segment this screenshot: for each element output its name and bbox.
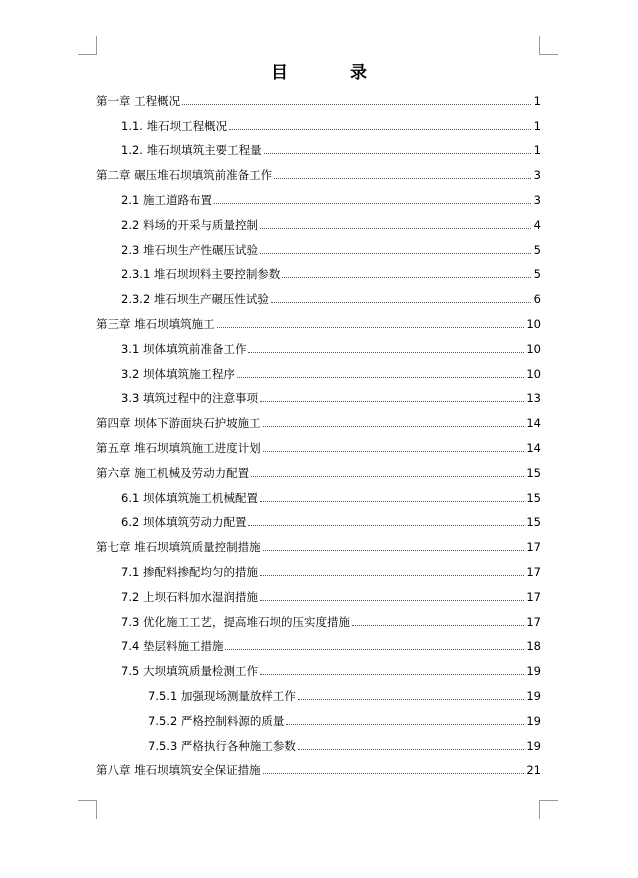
- toc-entry-page-number: 14: [526, 440, 541, 455]
- toc-entry-label: 第五章 堆石坝填筑施工进度计划: [96, 440, 261, 455]
- dot-leader: [263, 772, 525, 774]
- dot-leader: [260, 227, 531, 229]
- toc-entry[interactable]: [96, 212, 541, 237]
- toc-entry-label: 第八章 堆石坝填筑安全保证措施: [96, 763, 261, 778]
- dot-leader: [282, 276, 531, 278]
- table-of-contents: [96, 88, 541, 782]
- dot-leader: [214, 202, 531, 204]
- toc-entry-page-number: 19: [526, 738, 541, 753]
- dot-leader: [263, 425, 525, 427]
- toc-entry[interactable]: [96, 113, 541, 138]
- toc-entry[interactable]: [96, 138, 541, 163]
- toc-entry[interactable]: [96, 634, 541, 659]
- toc-entry-label: 7.2 上坝石料加水湿润措施: [121, 589, 258, 604]
- toc-entry-page-number: 13: [526, 391, 541, 406]
- dot-leader: [274, 177, 531, 179]
- toc-entry-page-number: 15: [526, 515, 541, 530]
- margin-mark-top-left: [78, 36, 97, 55]
- toc-entry[interactable]: [96, 460, 541, 485]
- toc-entry[interactable]: [96, 286, 541, 311]
- toc-entry[interactable]: [96, 336, 541, 361]
- dot-leader: [182, 103, 531, 105]
- toc-entry-label: 2.1 施工道路布置: [121, 192, 212, 207]
- dot-leader: [263, 450, 525, 452]
- toc-entry-label: 7.1 掺配料掺配均匀的措施: [121, 564, 258, 579]
- dot-leader: [286, 723, 524, 725]
- toc-entry-page-number: 5: [533, 267, 541, 282]
- toc-entry-page-number: 19: [526, 713, 541, 728]
- dot-leader: [298, 698, 524, 700]
- toc-entry-label: 7.4 垫层料施工措施: [121, 639, 224, 654]
- toc-entry-page-number: 4: [533, 217, 541, 232]
- toc-entry[interactable]: [96, 237, 541, 262]
- toc-entry-label: 7.5.3 严格执行各种施工参数: [148, 738, 296, 753]
- toc-entry-label: 6.1 坝体填筑施工机械配置: [121, 490, 258, 505]
- toc-entry[interactable]: [96, 485, 541, 510]
- toc-entry-label: 3.2 坝体填筑施工程序: [121, 366, 235, 381]
- dot-leader: [263, 549, 525, 551]
- toc-entry-label: 7.5 大坝填筑质量检测工作: [121, 664, 258, 679]
- toc-entry-label: 7.3 优化施工工艺，提高堆石坝的压实度措施: [121, 614, 350, 629]
- toc-entry-page-number: 5: [533, 242, 541, 257]
- dot-leader: [229, 128, 531, 130]
- toc-entry-page-number: 17: [526, 540, 541, 555]
- toc-entry-label: 3.3 填筑过程中的注意事项: [121, 391, 258, 406]
- toc-entry[interactable]: [96, 435, 541, 460]
- toc-entry[interactable]: [96, 534, 541, 559]
- toc-entry-label: 第七章 堆石坝填筑质量控制措施: [96, 540, 261, 555]
- toc-entry-page-number: 19: [526, 688, 541, 703]
- toc-entry-page-number: 6: [533, 292, 541, 307]
- toc-entry-page-number: 15: [526, 490, 541, 505]
- toc-entry-page-number: 3: [533, 192, 541, 207]
- toc-entry-label: 第三章 堆石坝填筑施工: [96, 316, 215, 331]
- toc-entry[interactable]: [96, 187, 541, 212]
- toc-entry-page-number: 15: [526, 465, 541, 480]
- toc-entry-label: 2.3.1 堆石坝坝料主要控制参数: [121, 267, 281, 282]
- toc-entry-page-number: 1: [533, 118, 541, 133]
- toc-entry-page-number: 10: [526, 316, 541, 331]
- toc-entry[interactable]: [96, 708, 541, 733]
- toc-entry[interactable]: [96, 311, 541, 336]
- toc-entry[interactable]: [96, 658, 541, 683]
- toc-entry[interactable]: [96, 262, 541, 287]
- dot-leader: [298, 748, 524, 750]
- dot-leader: [271, 301, 531, 303]
- toc-entry[interactable]: [96, 361, 541, 386]
- toc-entry-label: 2.3 堆石坝生产性碾压试验: [121, 242, 258, 257]
- toc-entry[interactable]: [96, 88, 541, 113]
- toc-entry-label: 1.2. 堆石坝填筑主要工程量: [121, 143, 262, 158]
- toc-entry[interactable]: [96, 410, 541, 435]
- toc-entry-page-number: 21: [526, 763, 541, 778]
- dot-leader: [260, 599, 524, 601]
- dot-leader: [217, 326, 525, 328]
- toc-entry[interactable]: [96, 683, 541, 708]
- toc-title: 目 录: [271, 63, 395, 83]
- margin-mark-bottom-right: [539, 800, 558, 819]
- toc-entry-page-number: 19: [526, 664, 541, 679]
- toc-entry[interactable]: [96, 584, 541, 609]
- toc-entry-page-number: 18: [526, 639, 541, 654]
- toc-entry-page-number: 1: [533, 143, 541, 158]
- toc-entry-page-number: 14: [526, 416, 541, 431]
- toc-entry-label: 3.1 坝体填筑前准备工作: [121, 341, 247, 356]
- toc-entry-page-number: 10: [526, 366, 541, 381]
- dot-leader: [248, 351, 524, 353]
- toc-entry[interactable]: [96, 386, 541, 411]
- margin-mark-bottom-left: [78, 800, 97, 819]
- dot-leader: [264, 152, 531, 154]
- toc-entry[interactable]: [96, 733, 541, 758]
- dot-leader: [251, 475, 524, 477]
- toc-entry-page-number: 17: [526, 564, 541, 579]
- toc-entry-page-number: 17: [526, 614, 541, 629]
- dot-leader: [260, 673, 524, 675]
- dot-leader: [248, 524, 524, 526]
- dot-leader: [260, 252, 531, 254]
- toc-entry-page-number: 17: [526, 589, 541, 604]
- toc-entry[interactable]: [96, 758, 541, 783]
- toc-entry-label: 第四章 坝体下游面块石护坡施工: [96, 416, 261, 431]
- toc-entry-label: 第二章 碾压堆石坝填筑前准备工作: [96, 168, 273, 183]
- toc-entry-page-number: 10: [526, 341, 541, 356]
- toc-entry-label: 7.5.1 加强现场测量放样工作: [148, 688, 296, 703]
- margin-mark-top-right: [539, 36, 558, 55]
- toc-entry-page-number: 1: [533, 93, 541, 108]
- toc-entry[interactable]: [96, 559, 541, 584]
- toc-entry[interactable]: [96, 510, 541, 535]
- toc-entry-label: 第一章 工程概况: [96, 93, 181, 108]
- toc-entry-label: 2.2 料场的开采与质量控制: [121, 217, 258, 232]
- toc-entry-label: 7.5.2 严格控制料源的质量: [148, 713, 285, 728]
- dot-leader: [237, 376, 524, 378]
- dot-leader: [225, 648, 524, 650]
- dot-leader: [260, 400, 524, 402]
- dot-leader: [352, 624, 524, 626]
- toc-entry[interactable]: [96, 609, 541, 634]
- dot-leader: [260, 574, 524, 576]
- toc-entry-label: 第六章 施工机械及劳动力配置: [96, 465, 250, 480]
- toc-entry-label: 2.3.2 堆石坝生产碾压性试验: [121, 292, 269, 307]
- toc-entry-label: 6.2 坝体填筑劳动力配置: [121, 515, 247, 530]
- dot-leader: [260, 500, 524, 502]
- toc-entry-label: 1.1. 堆石坝工程概况: [121, 118, 228, 133]
- toc-entry[interactable]: [96, 162, 541, 187]
- toc-entry-page-number: 3: [533, 168, 541, 183]
